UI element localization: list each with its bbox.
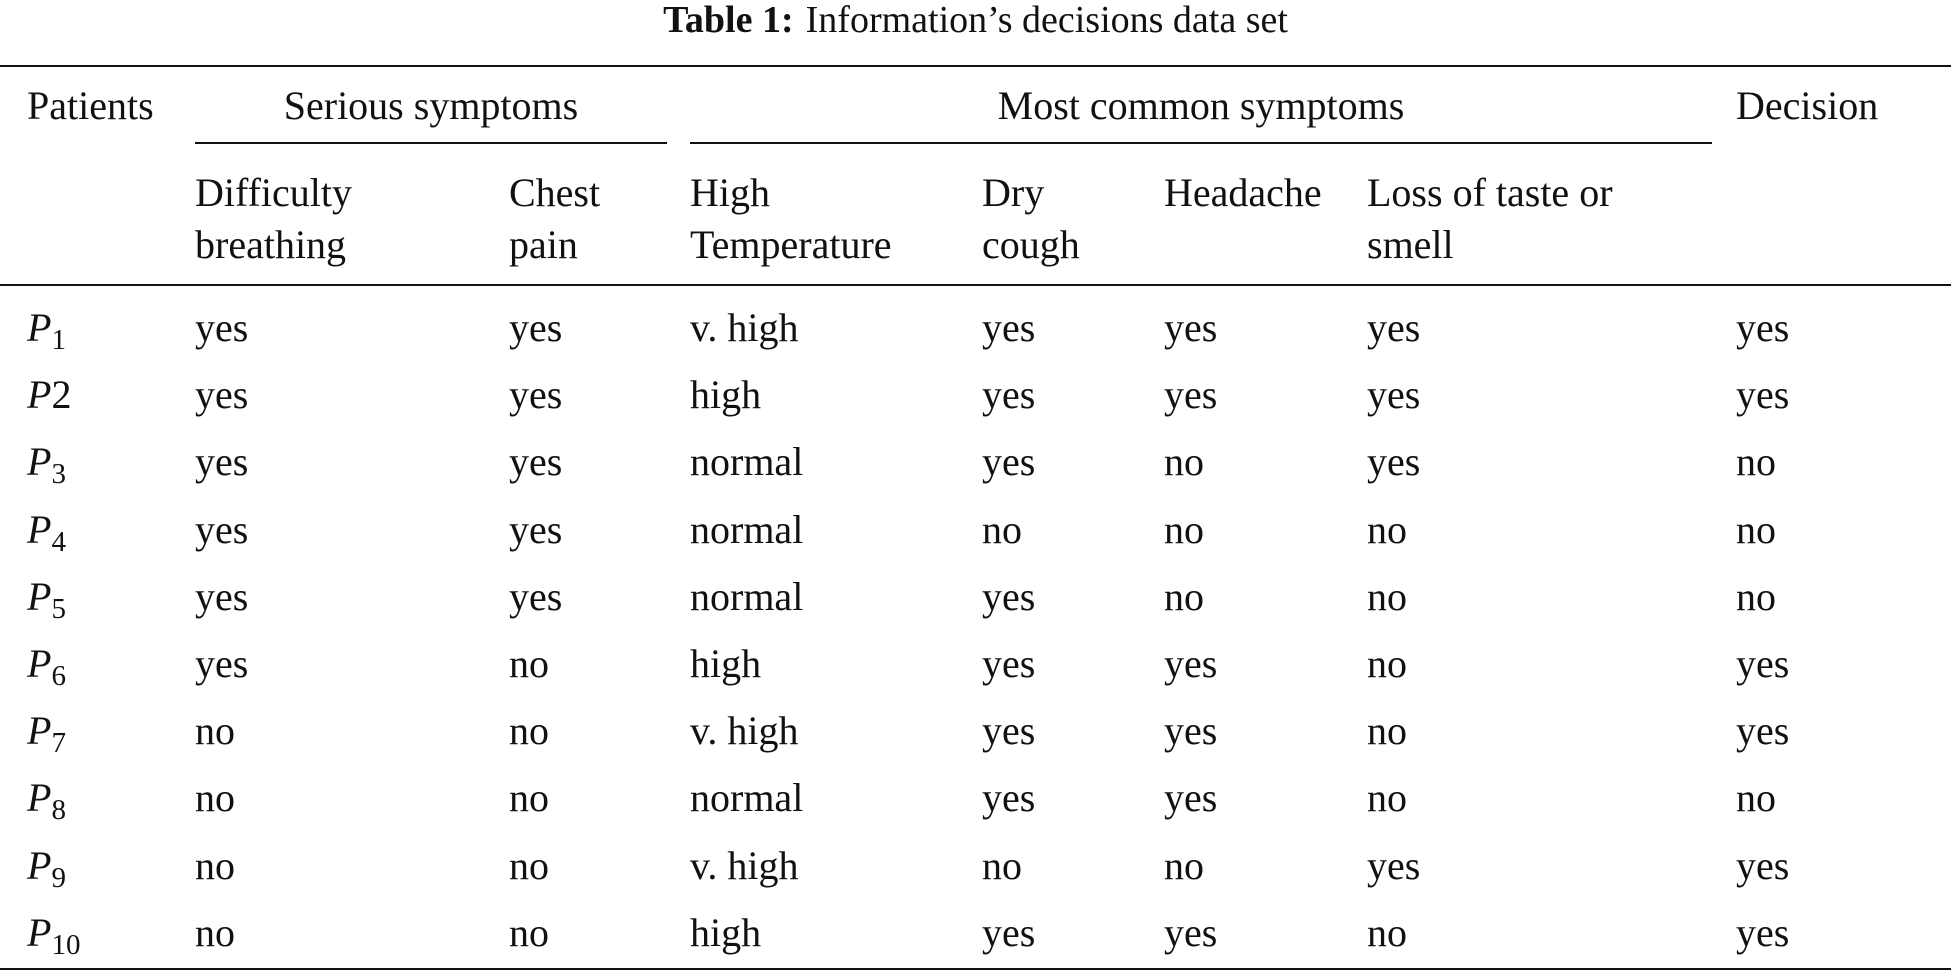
- table-cell: yes: [1367, 439, 1421, 485]
- table-cell: no: [1736, 439, 1776, 485]
- table-cell: normal: [690, 775, 804, 821]
- table-cell: yes: [509, 439, 563, 485]
- caption-label: Table 1:: [663, 0, 794, 41]
- table-cell: no: [509, 708, 549, 754]
- table-cell: no: [195, 842, 235, 888]
- patient-label: $P_6$: [27, 641, 66, 692]
- table-cell: yes: [1164, 372, 1218, 418]
- table-cell: no: [1367, 506, 1407, 552]
- patient-label: $P_7$: [27, 708, 66, 760]
- column-header-dry-cough: Dry cough: [982, 170, 1080, 267]
- patient-label: $P_8$: [27, 775, 66, 827]
- column-header-high-temperature: High Temperature: [690, 170, 892, 267]
- table-cell: no: [509, 842, 549, 888]
- table-cell: no: [509, 909, 549, 955]
- patient-label: $P_1$: [27, 305, 66, 356]
- table-cell: yes: [982, 372, 1036, 418]
- table-cell: no: [1164, 506, 1204, 552]
- header-serious-symptoms: Serious symptoms: [283, 83, 579, 128]
- table-cell: no: [509, 775, 549, 821]
- table-cell: yes: [1367, 305, 1421, 350]
- table-cell: yes: [195, 372, 249, 418]
- table-cell: yes: [1736, 372, 1790, 418]
- table-cell: yes: [982, 775, 1036, 821]
- table-cell: v. high: [690, 708, 799, 754]
- table-cell: no: [1367, 775, 1407, 821]
- bottom-rule: [0, 968, 1951, 970]
- column-header-chest-pain: Chest pain: [509, 170, 601, 267]
- column-header-difficulty-breathing: Difficulty breathing: [195, 170, 353, 267]
- table-caption: [0, 0, 1951, 40]
- header-bottom-rule: [0, 284, 1951, 286]
- table-cell: yes: [1736, 909, 1790, 955]
- table-cell: yes: [1164, 909, 1218, 955]
- table-cell: no: [1164, 842, 1204, 888]
- header-patients: Patients: [27, 83, 154, 128]
- patient-label: $P_9$: [27, 842, 66, 894]
- table-cell: yes: [982, 439, 1036, 485]
- table-cell: yes: [195, 573, 249, 619]
- table-cell: yes: [1164, 775, 1218, 821]
- common-group-underline: [690, 142, 1712, 144]
- table-cell: no: [509, 641, 549, 686]
- table-cell: yes: [1367, 372, 1421, 418]
- table-cell: no: [195, 775, 235, 821]
- table-cell: yes: [1367, 842, 1421, 888]
- column-header-headache: Headache: [1164, 170, 1322, 215]
- table-cell: yes: [195, 641, 249, 686]
- table-cell: high: [690, 641, 762, 686]
- table-cell: v. high: [690, 842, 799, 888]
- header-most-common-symptoms: Most common symptoms: [997, 83, 1405, 128]
- table-cell: yes: [1736, 708, 1790, 754]
- column-header-loss-of-taste-or-smell: Loss of taste or smell: [1367, 170, 1613, 267]
- patient-label: $P_3$: [27, 439, 66, 491]
- serious-group-underline: [195, 142, 667, 144]
- caption-text: Information’s decisions data set: [805, 0, 1288, 41]
- table-cell: yes: [982, 909, 1036, 955]
- table-cell: yes: [195, 439, 249, 485]
- table-cell: yes: [509, 573, 563, 619]
- patient-label: $P_5$: [27, 573, 66, 625]
- table-cell: no: [1367, 708, 1407, 754]
- table-cell: no: [982, 842, 1022, 888]
- table-cell: yes: [509, 506, 563, 552]
- table-cell: yes: [982, 641, 1036, 686]
- table-cell: no: [195, 708, 235, 754]
- table-cell: normal: [690, 506, 804, 552]
- table-cell: no: [1736, 573, 1776, 619]
- table-cell: yes: [982, 305, 1036, 350]
- table-cell: yes: [195, 305, 249, 350]
- table-cell: v. high: [690, 305, 799, 350]
- table-cell: no: [982, 506, 1022, 552]
- table-cell: yes: [1164, 708, 1218, 754]
- table-cell: yes: [1164, 641, 1218, 686]
- table-cell: normal: [690, 439, 804, 485]
- table-cell: yes: [1736, 842, 1790, 888]
- top-rule: [0, 65, 1951, 67]
- table-cell: yes: [509, 305, 563, 350]
- patient-label: P2: [27, 372, 72, 418]
- patient-label: $P_4$: [27, 506, 66, 558]
- table-cell: yes: [982, 708, 1036, 754]
- table-cell: yes: [982, 573, 1036, 619]
- table-cell: high: [690, 372, 762, 418]
- table-cell: no: [1367, 573, 1407, 619]
- table-cell: no: [1736, 775, 1776, 821]
- table-cell: yes: [509, 372, 563, 418]
- header-decision: Decision: [1736, 83, 1879, 128]
- table-cell: no: [1367, 909, 1407, 955]
- table-cell: yes: [1736, 305, 1790, 350]
- patient-label: $P_{10}$: [27, 909, 81, 961]
- table-cell: no: [1164, 439, 1204, 485]
- table-cell: yes: [195, 506, 249, 552]
- table-cell: no: [1367, 641, 1407, 686]
- table-cell: yes: [1736, 641, 1790, 686]
- table-cell: high: [690, 909, 762, 955]
- table-cell: no: [195, 909, 235, 955]
- table-cell: yes: [1164, 305, 1218, 350]
- table-cell: no: [1736, 506, 1776, 552]
- table-cell: normal: [690, 573, 804, 619]
- table-cell: no: [1164, 573, 1204, 619]
